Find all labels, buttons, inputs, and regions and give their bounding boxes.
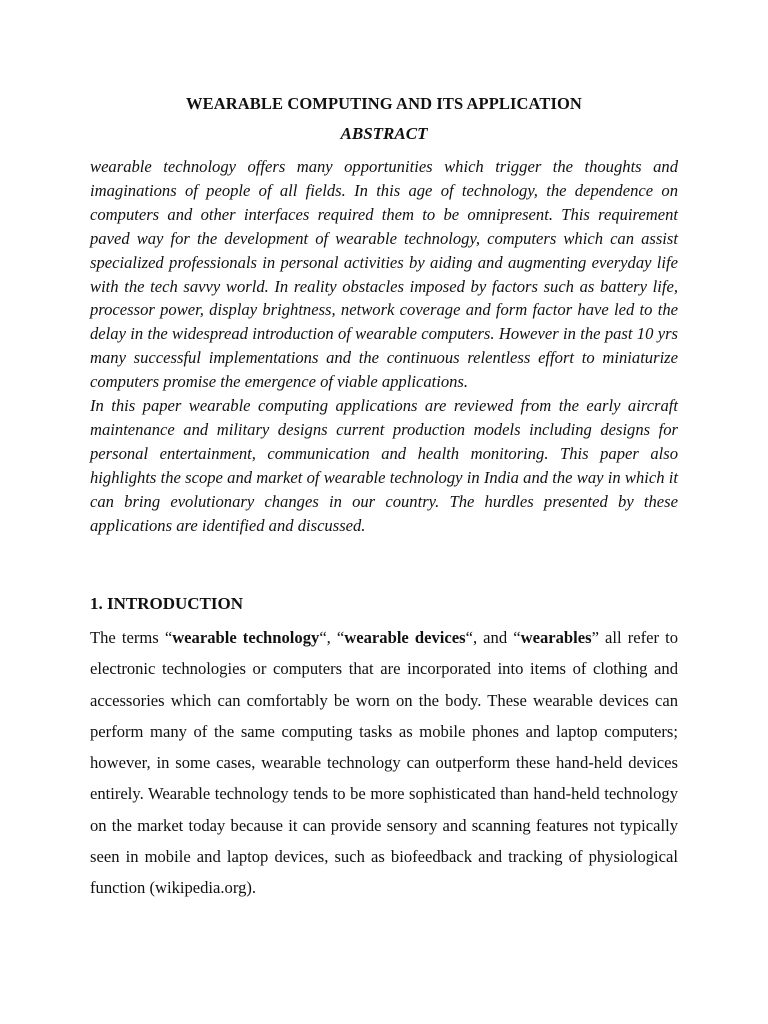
intro-text-4: ” all refer to electronic technologies or computers that are incorporated into items of clothing and accessories which can comfortably be worn on the body. These wearable devices can perform many of the same computing tasks as mobile phones and laptop computers; however, in some cases, wearable technology can outperform these hand-held devices entirely. Wearable technology tends to be more sophisticated than hand-held technology on the market today because it can provide sensory and scanning features not typically seen in mobile and laptop devices, such as biofeedback and tracking of physiological function (wikipedia.org).: [90, 628, 678, 898]
term-wearable-devices: wearable devices: [344, 628, 466, 647]
term-wearable-technology: wearable technology: [172, 628, 320, 647]
term-wearables: wearables: [520, 628, 592, 647]
intro-text-3: “, and “: [465, 628, 521, 647]
intro-text-1: The terms “: [90, 628, 173, 647]
document-title: WEARABLE COMPUTING AND ITS APPLICATION: [186, 94, 582, 113]
intro-text-2: “, “: [319, 628, 345, 647]
introduction-paragraph: [90, 622, 678, 904]
section-heading-introduction: 1. INTRODUCTION: [90, 594, 244, 613]
abstract-paragraph-1: wearable technology offers many opportunities which trigger the thoughts and imaginations of people of all fields. In this age of technology, the dependence on computers and other interfaces required them to be omnipresent. This requirement paved way for the development of wearable technology, computers which can assist specialized professionals in personal activities by aiding and augmenting everyday life with the tech savvy world. In reality obstacles imposed by factors such as battery life, processor power, display brightness, network coverage and form factor have led to the delay in the widespread introduction of wearable computers. However in the past 10 yrs many successful implementations and the continuous relentless effort to miniaturize computers promise the emergence of viable applications.: [90, 157, 678, 392]
abstract-body: [90, 155, 678, 538]
abstract-heading: ABSTRACT: [340, 124, 428, 143]
abstract-paragraph-2: In this paper wearable computing applications are reviewed from the early aircraft maintenance and military designs current production models including designs for personal entertainment, communication and health monitoring. This paper also highlights the scope and market of wearable technology in India and the way in which it can bring evolutionary changes in our country. The hurdles presented by these applications are identified and discussed.: [90, 396, 678, 535]
